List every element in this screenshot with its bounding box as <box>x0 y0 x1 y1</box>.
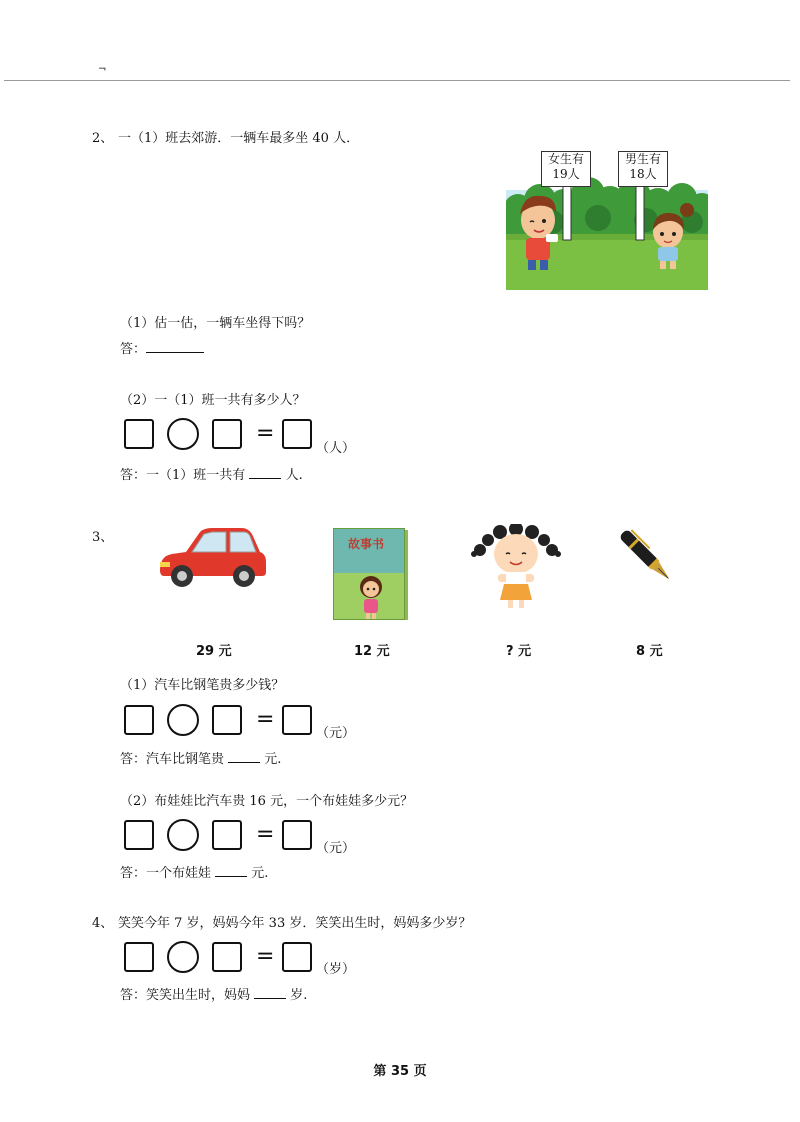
q2-park-illustration <box>506 150 708 290</box>
q3a-unit: （元） <box>316 726 356 741</box>
q3-sub1-question: （1）汽车比钢笔贵多少钱？ <box>120 678 285 693</box>
q4-unit: （岁） <box>316 962 356 977</box>
q4-eq-box-2[interactable] <box>212 942 242 972</box>
q2-eq-result-box[interactable] <box>282 419 312 449</box>
q2-eq-box-2[interactable] <box>212 419 242 449</box>
girls-sign-line1: 女生有 <box>547 152 584 166</box>
q3-sub1-answer-prefix: 答：汽车比钢笔贵 <box>120 752 225 767</box>
q2-sub1-answer <box>120 340 204 358</box>
q2-number: 2、 <box>92 131 114 146</box>
q2-sub1-answer-label: 答： <box>120 342 147 357</box>
boys-sign-line1: 男生有 <box>624 152 661 166</box>
q2-sub1-question: （1）估一估，一辆车坐得下吗？ <box>120 316 311 331</box>
q4-answer-prefix: 答：笑笑出生时，妈妈 <box>120 988 251 1003</box>
q2-sub1-answer-blank[interactable] <box>146 340 204 353</box>
q4-stem: 笑笑今年 7 岁，妈妈今年 33 岁．笑笑出生时，妈妈多少岁？ <box>118 916 472 931</box>
q3-sub2-answer <box>120 864 268 882</box>
q3-storybook-image <box>333 528 407 622</box>
boys-sign-line2: 18人 <box>629 167 657 181</box>
boys-count-sign <box>618 151 668 187</box>
q4-eq-box-1[interactable] <box>124 942 154 972</box>
header-mark: ¬ <box>98 64 107 75</box>
q3a-eq-box-2[interactable] <box>212 705 242 735</box>
boys-sign-post <box>636 180 644 240</box>
q2-eq-box-1[interactable] <box>124 419 154 449</box>
q2-sub2-answer-suffix: 人. <box>285 468 303 483</box>
book-title: 故事书 <box>348 537 385 551</box>
q4-equals-sign: = <box>256 944 275 969</box>
q3-sub1-answer-blank[interactable] <box>228 750 260 763</box>
price-doll: ? 元 <box>506 644 532 659</box>
q3-sub1-answer-suffix: 元. <box>264 752 282 767</box>
price-car: 29 元 <box>196 644 232 659</box>
q4-number: 4、 <box>92 916 114 931</box>
pen-icon <box>616 526 682 592</box>
book-cover <box>333 528 405 620</box>
q3a-eq-result-box[interactable] <box>282 705 312 735</box>
header-rule <box>4 80 790 81</box>
q3-sub2-answer-blank[interactable] <box>215 864 247 877</box>
q3-sub1-answer <box>120 750 281 768</box>
q3b-equals-sign: = <box>256 822 275 847</box>
q2-equals-sign: = <box>256 421 275 446</box>
q3-car-image <box>156 526 268 590</box>
book-girl-icon <box>356 573 386 619</box>
q3b-eq-result-box[interactable] <box>282 820 312 850</box>
q2-sub2-answer-blank[interactable] <box>249 466 281 479</box>
q3-pen-image <box>616 526 682 592</box>
q3-doll-image <box>470 524 562 610</box>
q3a-eq-box-1[interactable] <box>124 705 154 735</box>
q4-answer-suffix: 岁. <box>290 988 308 1003</box>
q2-park-scene <box>506 150 708 290</box>
q3-sub2-question: （2）布娃娃比汽车贵 16 元，一个布娃娃多少元？ <box>120 794 414 809</box>
q3-sub2-answer-prefix: 答：一个布娃娃 <box>120 866 212 881</box>
q4-answer-blank[interactable] <box>254 986 286 999</box>
q2-sub2-answer <box>120 466 303 484</box>
price-pen: 8 元 <box>636 644 663 659</box>
car-icon <box>156 526 268 590</box>
q2-unit: （人） <box>316 441 356 456</box>
price-storybook: 12 元 <box>354 644 390 659</box>
q3a-equals-sign: = <box>256 707 275 732</box>
q4-eq-result-box[interactable] <box>282 942 312 972</box>
q2-sub2-answer-prefix: 答：一（1）班一共有 <box>120 468 246 483</box>
q3-number: 3、 <box>92 530 114 545</box>
q3b-eq-operator-circle[interactable] <box>167 819 199 851</box>
q2-stem: 一（1）班去郊游．一辆车最多坐 40 人． <box>118 131 360 146</box>
q3b-eq-box-1[interactable] <box>124 820 154 850</box>
page-number: 第 35 页 <box>373 1064 427 1079</box>
girls-count-sign <box>541 151 591 187</box>
q3a-eq-operator-circle[interactable] <box>167 704 199 736</box>
q3b-eq-box-2[interactable] <box>212 820 242 850</box>
q4-eq-operator-circle[interactable] <box>167 941 199 973</box>
q4-answer <box>120 986 307 1004</box>
q2-eq-operator-circle[interactable] <box>167 418 199 450</box>
q3b-unit: （元） <box>316 841 356 856</box>
girls-sign-line2: 19人 <box>552 167 580 181</box>
girls-sign-post <box>563 180 571 240</box>
q3-sub2-answer-suffix: 元. <box>251 866 269 881</box>
q2-sub2-question: （2）一（1）班一共有多少人？ <box>120 393 306 408</box>
doll-icon <box>470 524 562 610</box>
